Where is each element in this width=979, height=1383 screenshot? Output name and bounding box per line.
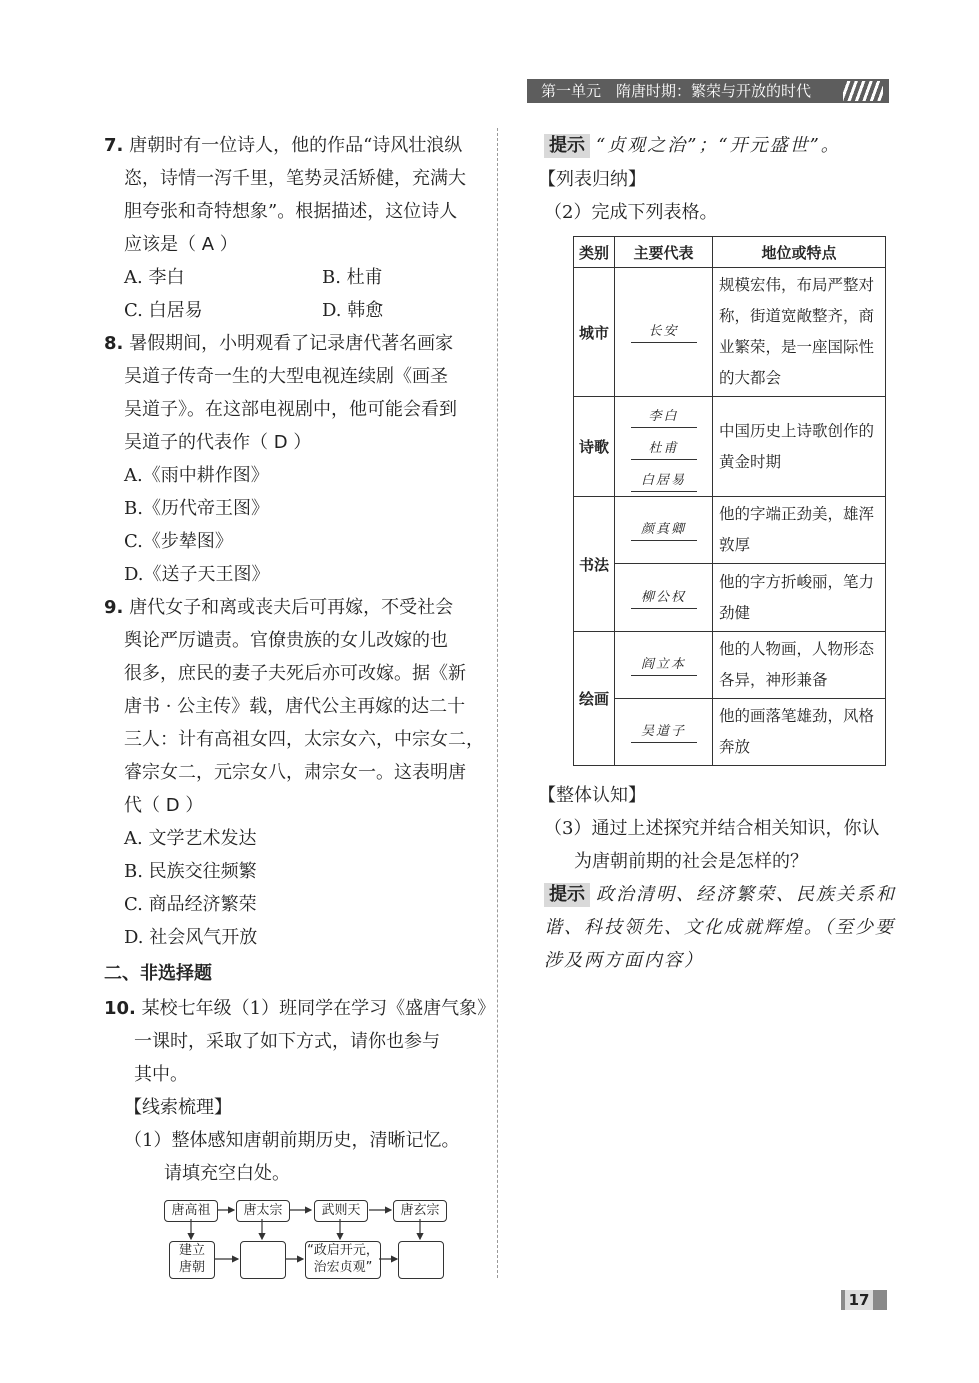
flow-emperor: 唐太宗	[236, 1200, 290, 1222]
question-text: 唐朝时有一位诗人，他的作品“诗风壮浪纵	[129, 135, 463, 156]
question-text: 吴道子传奇一生的大型电视连续剧《画圣	[124, 366, 448, 387]
page-number: 17	[845, 1290, 873, 1310]
table-row	[574, 397, 886, 497]
section-heading: 二、非选择题	[104, 963, 212, 984]
flow-emperor: 唐高祖	[164, 1200, 218, 1222]
flow-blank-box	[240, 1241, 286, 1279]
answer-blank: 白居易	[631, 471, 697, 492]
question-number: 10.	[104, 998, 136, 1019]
answer-blank: 柳公权	[631, 588, 697, 609]
list-heading: 【列表归纳】	[538, 169, 646, 190]
category-cell: 城市	[574, 268, 615, 397]
hint-text: 涉及两方面内容）	[544, 950, 704, 971]
option-c: C.《步辇图》	[124, 531, 233, 552]
answer-blank: 长安	[631, 322, 697, 343]
question-text: 睿宗女二，元宗女八，肃宗女一。这表明唐	[124, 762, 466, 783]
question-text: 恣，诗情一泻千里，笔势灵活矫健，充满大	[124, 168, 466, 189]
question-text: 吴道子的代表作（	[124, 432, 268, 453]
category-cell: 书法	[574, 497, 615, 632]
hint-tag: 提示	[544, 883, 590, 907]
flow-emperor: 唐玄宗	[393, 1200, 447, 1222]
table-header: 主要代表	[615, 237, 713, 268]
option-b: B.《历代帝王图》	[124, 498, 269, 519]
question-text: 很多，庶民的妻子夫死后亦可改嫁。据《新	[124, 663, 466, 684]
column-divider	[497, 128, 498, 1278]
question-number: 9.	[104, 597, 124, 618]
option-d: D.《送子天王图》	[124, 564, 270, 585]
hint-2	[544, 883, 896, 907]
option-d: D. 韩愈	[322, 300, 384, 321]
header-decoration	[843, 81, 883, 101]
hint-text: 谐、科技领先、文化成就辉煌。（至少要	[544, 917, 895, 938]
hint-tag: 提示	[544, 134, 590, 158]
question-text: 应该是（	[124, 234, 196, 255]
option-a: A. 文学艺术发达	[124, 828, 257, 849]
timeline-flow-diagram	[160, 1195, 460, 1280]
table-row	[574, 632, 886, 699]
table-row	[574, 268, 886, 397]
description-cell: 规模宏伟，布局严整对称，街道宽敞整齐，商业繁荣，是一座国际性的大都会	[713, 268, 886, 397]
table-header-row	[574, 237, 886, 268]
hint-text: 政治清明、经济繁荣、民族关系和	[596, 884, 896, 905]
sub-question-1-cont: 请填充空白处。	[164, 1163, 290, 1184]
table-row	[574, 564, 886, 632]
table-header: 地位或特点	[713, 237, 886, 268]
question-text: 吴道子》。在这部电视剧中，他可能会看到	[124, 399, 457, 420]
table-header: 类别	[574, 237, 615, 268]
question-text: 代（	[124, 795, 160, 816]
sub-question-3: （3）通过上述探究并结合相关知识，你认	[544, 818, 880, 839]
question-text: 暑假期间，小明观看了记录唐代著名画家	[129, 333, 454, 354]
category-cell: 绘画	[574, 632, 615, 766]
page-number-badge	[841, 1290, 887, 1310]
flow-emperor: 武则天	[314, 1200, 368, 1222]
flow-event-line: 建立	[178, 1243, 205, 1258]
answer: D	[273, 432, 288, 453]
option-a: A. 李白	[124, 267, 185, 288]
question-number: 7.	[104, 135, 124, 156]
option-a: A.《雨中耕作图》	[124, 465, 269, 486]
table-row	[574, 699, 886, 766]
question-number: 8.	[104, 333, 124, 354]
option-c: C. 白居易	[124, 300, 203, 321]
question-text: 唐书 · 公主传》载，唐代公主再嫁的达二十	[124, 696, 466, 717]
description-cell: 他的字方折峻丽，笔力劲健	[713, 564, 886, 632]
sub-question-2: （2）完成下列表格。	[544, 202, 718, 223]
answer: A	[201, 234, 215, 255]
answer-blank: 颜真卿	[631, 520, 697, 541]
category-cell: 诗歌	[574, 397, 615, 497]
answer-blank: 吴道子	[631, 722, 697, 743]
question-text: 唐代女子和离或丧夫后可再嫁，不受社会	[129, 597, 454, 618]
flow-event	[305, 1241, 381, 1279]
clue-heading: 【线索梳理】	[124, 1097, 232, 1118]
option-b: B. 民族交往频繁	[124, 861, 257, 882]
description-cell: 他的画落笔雄劲，风格奔放	[713, 699, 886, 766]
sub-question-1: （1）整体感知唐朝前期历史，清晰记忆。	[124, 1130, 460, 1151]
question-text: 三人：计有高祖女四，太宗女六，中宗女二，	[124, 729, 484, 750]
unit-header	[527, 79, 889, 103]
answer-blank: 杜甫	[631, 439, 697, 460]
question-text: 胆夸张和奇特想象”。根据描述，这位诗人	[124, 201, 458, 222]
answer-blank: 阎立本	[631, 655, 697, 676]
summary-table	[573, 236, 886, 766]
flow-blank-box	[398, 1241, 444, 1279]
answer-blank: 李白	[631, 407, 697, 428]
question-text: 其中。	[134, 1064, 188, 1085]
flow-event	[169, 1241, 215, 1279]
option-b: B. 杜甫	[322, 267, 383, 288]
question-text: ）	[185, 795, 204, 816]
hint-1	[544, 134, 841, 158]
question-text: ）	[219, 234, 238, 255]
question-text: 一课时，采取了如下方式，请你也参与	[134, 1031, 440, 1052]
table-row	[574, 497, 886, 564]
hint-text: “贞观之治”；“开元盛世”。	[596, 135, 841, 156]
question-text: 舆论严厉谴责。官僚贵族的女儿改嫁的也	[124, 630, 448, 651]
whole-heading: 【整体认知】	[538, 785, 646, 806]
option-c: C. 商品经济繁荣	[124, 894, 257, 915]
question-text: ）	[293, 432, 312, 453]
flow-event-line: 唐朝	[178, 1260, 205, 1275]
flow-event-line: 治宏贞观”	[313, 1260, 373, 1275]
description-cell: 中国历史上诗歌创作的黄金时期	[713, 397, 886, 497]
answer: D	[165, 795, 180, 816]
unit-header-text: 第一单元 隋唐时期：繁荣与开放的时代	[541, 82, 812, 100]
sub-question-3-cont: 为唐朝前期的社会是怎样的？	[574, 851, 808, 872]
description-cell: 他的人物画，人物形态各异，神形兼备	[713, 632, 886, 699]
flow-event-line: “政启开元，	[307, 1243, 379, 1258]
question-text: 某校七年级（1）班同学在学习《盛唐气象》	[141, 998, 496, 1019]
option-d: D. 社会风气开放	[124, 927, 258, 948]
description-cell: 他的字端正劲美，雄浑敦厚	[713, 497, 886, 564]
